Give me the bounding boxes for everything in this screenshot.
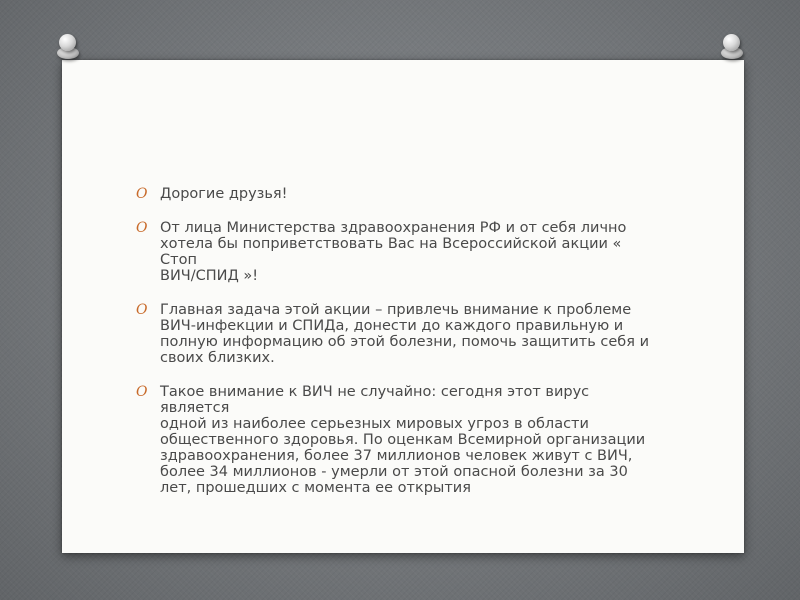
list-item bbox=[136, 220, 656, 284]
bullet-marker: O bbox=[136, 384, 148, 400]
bullet-line: более 34 миллионов - умерли от этой опасной болезни за 30 bbox=[160, 464, 628, 480]
pushpin-icon bbox=[721, 34, 743, 62]
bullet-line: ВИЧ-инфекции и СПИДа, донести до каждого правильную и bbox=[160, 318, 624, 334]
bullet-list bbox=[136, 186, 656, 514]
bullet-line: полную информацию об этой болезни, помочь защитить себя и bbox=[160, 334, 649, 350]
bullet-line: одной из наиболее серьезных мировых угроз в области bbox=[160, 416, 589, 432]
bullet-line: лет, прошедших с момента ее открытия bbox=[160, 480, 471, 496]
bullet-line: здравоохранения, более 37 миллионов человек живут с ВИЧ, bbox=[160, 448, 633, 464]
bullet-line: ВИЧ/СПИД »! bbox=[160, 268, 259, 284]
bullet-line: хотела бы поприветствовать Вас на Всероссийской акции « Стоп bbox=[160, 236, 622, 268]
bullet-marker: O bbox=[136, 186, 148, 202]
bullet-line: своих близких. bbox=[160, 350, 275, 366]
bullet-line: Дорогие друзья! bbox=[160, 186, 288, 202]
bullet-line: От лица Министерства здравоохранения РФ и от себя лично bbox=[160, 220, 627, 236]
bullet-marker: O bbox=[136, 302, 148, 318]
list-item bbox=[136, 384, 656, 496]
bullet-line: Главная задача этой акции – привлечь внимание к проблеме bbox=[160, 302, 632, 318]
list-item bbox=[136, 302, 656, 366]
list-item bbox=[136, 186, 656, 202]
bullet-marker: O bbox=[136, 220, 148, 236]
pushpin-icon bbox=[57, 34, 79, 62]
bullet-line: общественного здоровья. По оценкам Всемирной организации bbox=[160, 432, 646, 448]
bullet-line: Такое внимание к ВИЧ не случайно: сегодня этот вирус является bbox=[160, 384, 590, 416]
